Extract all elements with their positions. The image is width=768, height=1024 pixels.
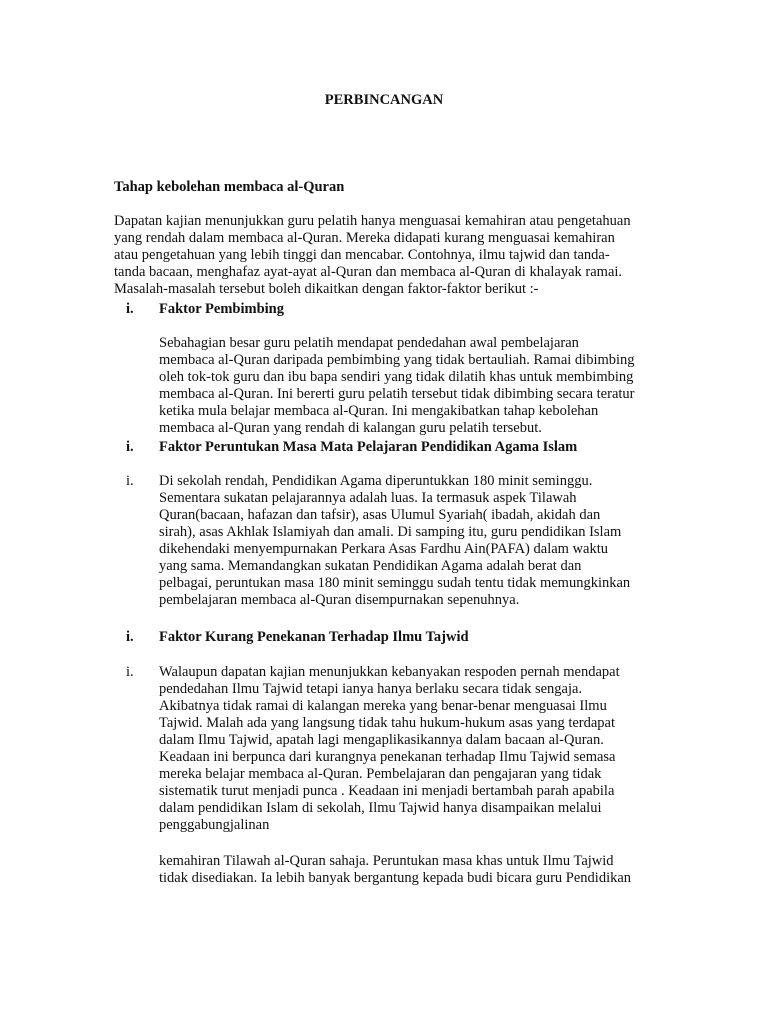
text-line: Tajwid. Malah ada yang langsung tidak tahu hukum-hukum asas yang terdapat (159, 715, 616, 731)
text-line: Masalah-masalah tersebut boleh dikaitkan dengan faktor-faktor berikut :- (114, 281, 539, 297)
section-heading: Tahap kebolehan membaca al-Quran (114, 179, 345, 195)
text-line: Keadaan ini berpunca dari kurangnya penekanan terhadap Ilmu Tajwid semasa (159, 749, 616, 765)
text-line: pendedahan Ilmu Tajwid tetapi ianya hanya berlaku secara tidak sengaja. (159, 681, 583, 697)
text-line: tidak disediakan. Ia lebih banyak bergantung kepada budi bicara guru Pendidikan (159, 870, 632, 886)
text-line: tanda bacaan, menghafaz ayat-ayat al-Quran dan membaca al-Quran di khalayak ramai. (114, 264, 623, 280)
text-line: dikehendaki menyempurnakan Perkara Asas Fardhu Ain(PAFA) dalam waktu (159, 541, 609, 557)
factor-2-number: i. (126, 439, 134, 455)
text-line: pelbagai, peruntukan masa 180 minit seminggu sudah tentu tidak memungkinkan (159, 575, 631, 591)
text-line: Akibatnya tidak ramai di kalangan mereka yang benar-benar menguasai Ilmu (159, 698, 607, 714)
factor-1-paragraph (159, 335, 635, 437)
factor-3-item-number: i. (126, 664, 134, 680)
text-line: Walaupun dapatan kajian menunjukkan kebanyakan respoden pernah mendapat (159, 664, 620, 680)
text-line: pembelajaran membaca al-Quran disempurnakan sepenuhnya. (159, 592, 520, 608)
text-line: Sebahagian besar guru pelatih mendapat pendedahan awal pembelajaran (159, 335, 579, 351)
factor-2-heading: Faktor Peruntukan Masa Mata Pelajaran Pendidikan Agama Islam (159, 439, 578, 455)
text-line: Di sekolah rendah, Pendidikan Agama diperuntukkan 180 minit seminggu. (159, 473, 593, 489)
factor-2-paragraph (159, 473, 630, 609)
text-line: oleh tok-tok guru dan ibu bapa sendiri yang tidak dilatih khas untuk membimbing (159, 369, 634, 385)
factor-3-number: i. (126, 629, 134, 645)
text-line: membaca al-Quran yang rendah di kalangan guru pelatih tersebut. (159, 420, 542, 436)
intro-paragraph (114, 213, 631, 298)
page-title: PERBINCANGAN (324, 92, 444, 108)
text-line: dalam pendidikan Islam di sekolah, Ilmu Tajwid hanya disampaikan melalui (159, 800, 602, 816)
factor-3-paragraph (159, 664, 620, 834)
factor-2-item-number: i. (126, 473, 134, 489)
text-line: penggabungjalinan (159, 817, 270, 833)
text-line: kemahiran Tilawah al-Quran sahaja. Peruntukan masa khas untuk Ilmu Tajwid (159, 853, 614, 869)
text-line: ketika mula belajar membaca al-Quran. Ini mengakibatkan tahap kebolehan (159, 403, 599, 419)
text-line: mereka belajar membaca al-Quran. Pembelajaran dan pengajaran yang tidak (159, 766, 602, 782)
text-line: Quran(bacaan, hafazan dan tafsir), asas Ulumul Syariah( ibadah, akidah dan (159, 507, 601, 523)
text-line: atau pengetahuan yang lebih tinggi dan mencabar. Contohnya, ilmu tajwid dan tanda- (114, 247, 610, 263)
text-line: membaca al-Quran daripada pembimbing yang tidak bertauliah. Ramai dibimbing (159, 352, 635, 368)
text-line: Dapatan kajian menunjukkan guru pelatih hanya menguasai kemahiran atau pengetahuan (114, 213, 631, 229)
factor-3-continuation (159, 853, 631, 887)
text-line: sistematik turut menjadi punca . Keadaan ini menjadi bertambah parah apabila (159, 783, 615, 799)
text-line: dalam Ilmu Tajwid, apatah lagi mengaplikasikannya dalam bacaan al-Quran. (159, 732, 604, 748)
factor-3-heading: Faktor Kurang Penekanan Terhadap Ilmu Tajwid (159, 629, 469, 645)
text-line: yang rendah dalam membaca al-Quran. Mereka didapati kurang menguasai kemahiran (114, 230, 615, 246)
text-line: Sementara sukatan pelajarannya adalah luas. Ia termasuk aspek Tilawah (159, 490, 577, 506)
factor-1-number: i. (126, 301, 134, 317)
text-line: yang sama. Memandangkan sukatan Pendidikan Agama adalah berat dan (159, 558, 582, 574)
text-line: sirah), asas Akhlak Islamiyah dan amali. Di samping itu, guru pendidikan Islam (159, 524, 622, 540)
text-line: membaca al-Quran. Ini bererti guru pelatih tersebut tidak dibimbing secara teratur (159, 386, 635, 402)
factor-1-heading: Faktor Pembimbing (159, 301, 284, 317)
